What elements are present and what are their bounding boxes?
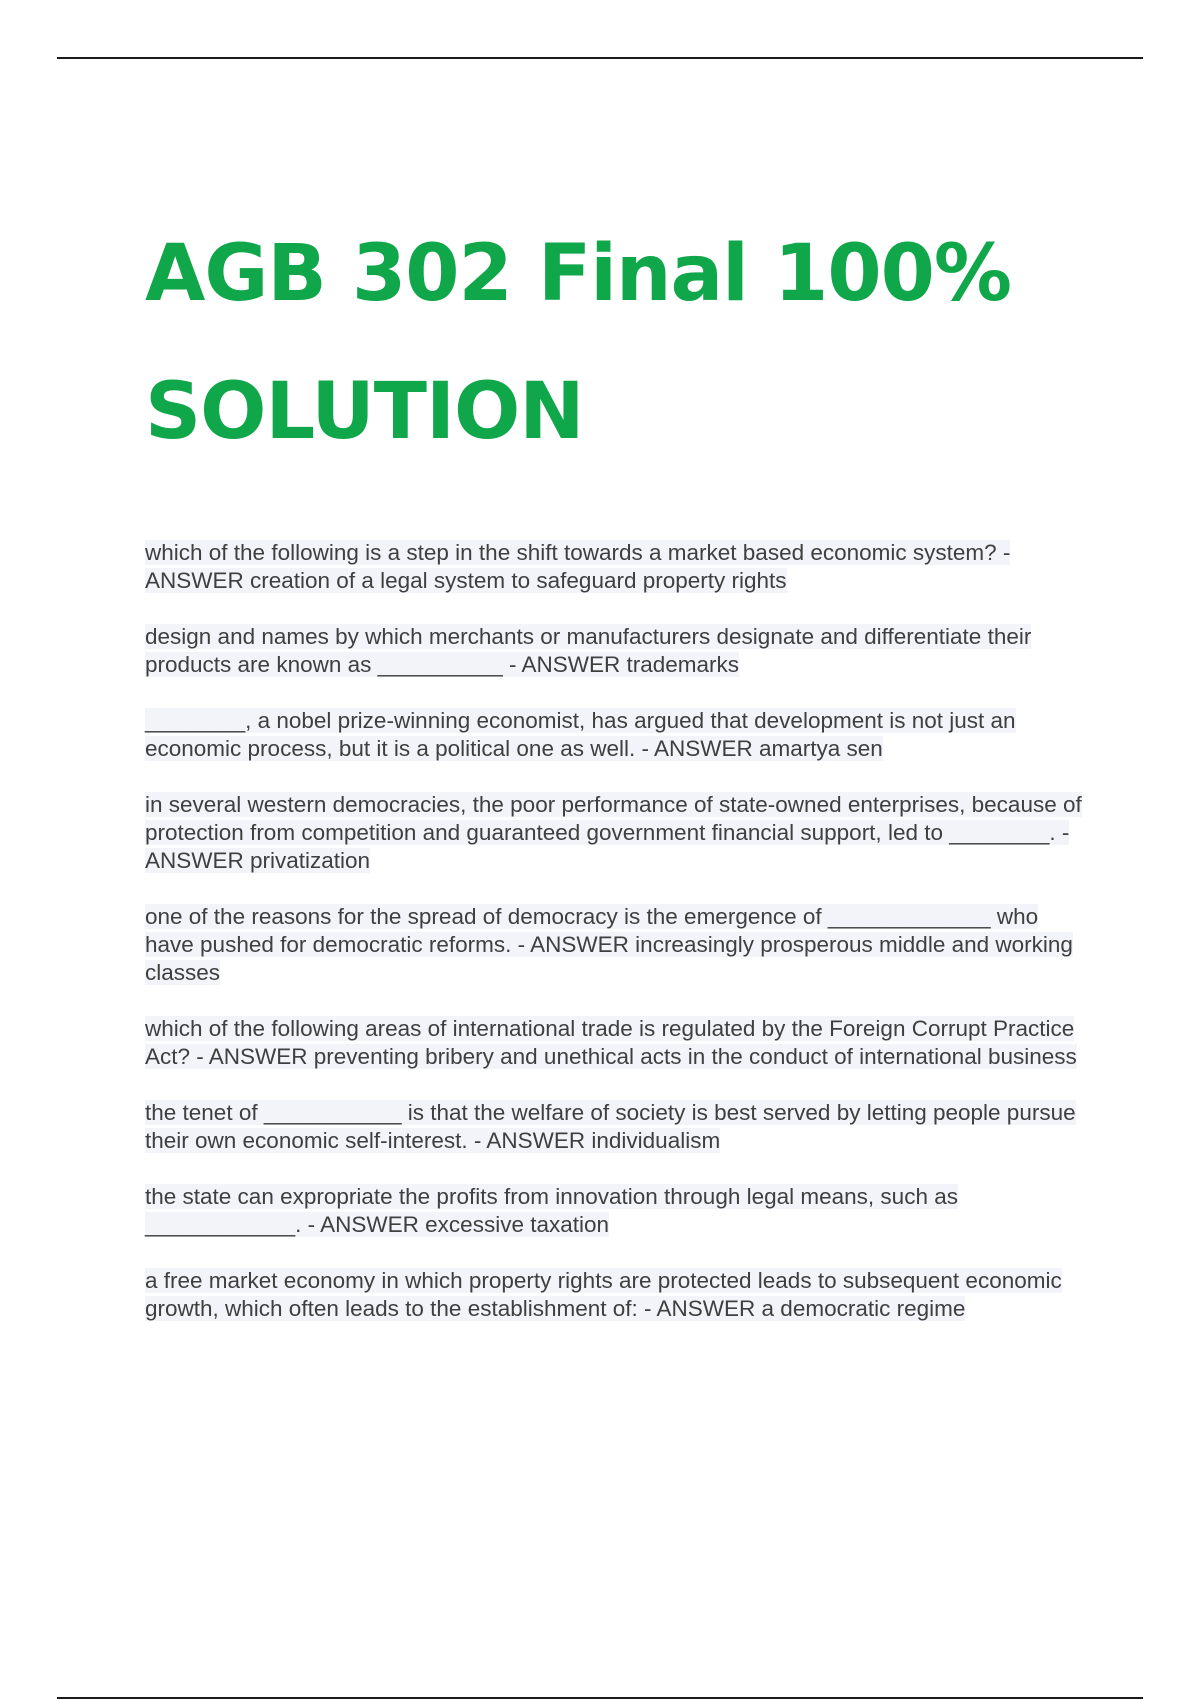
qa-item — [145, 1015, 1085, 1071]
qa-list — [145, 539, 1085, 1351]
bottom-rule — [57, 1697, 1143, 1699]
qa-text: the tenet of ___________ is that the welfare of society is best served by letting people pursue their own economic self-interest. - ANSWER individualism — [145, 1100, 1076, 1153]
qa-text: the state can expropriate the profits from innovation through legal means, such as ____________. - ANSWER excessive taxation — [145, 1184, 958, 1237]
document-title — [145, 205, 1105, 481]
qa-item — [145, 1183, 1085, 1239]
title-line-2: SOLUTION — [145, 367, 584, 457]
qa-text: which of the following is a step in the shift towards a market based economic system? - ANSWER creation of a legal system to safeguard property rights — [145, 540, 1011, 593]
qa-item — [145, 707, 1085, 763]
qa-item — [145, 791, 1085, 875]
top-rule — [57, 57, 1143, 59]
qa-item — [145, 1099, 1085, 1155]
qa-item — [145, 623, 1085, 679]
qa-item — [145, 903, 1085, 987]
qa-text: ________, a nobel prize-winning economist, has argued that development is not just an economic process, but it is a political one as well. - ANSWER amartya sen — [145, 708, 1016, 761]
qa-text: in several western democracies, the poor performance of state-owned enterprises, because of protection from competition and guaranteed government financial support, led to ________. - ANSWER privatization — [145, 792, 1082, 873]
qa-item — [145, 1267, 1085, 1323]
qa-text: which of the following areas of international trade is regulated by the Foreign Corrupt Practice Act? - ANSWER preventing bribery and unethical acts in the conduct of international business — [145, 1016, 1077, 1069]
qa-text: a free market economy in which property rights are protected leads to subsequent economic growth, which often leads to the establishment of: - ANSWER a democratic regime — [145, 1268, 1062, 1321]
qa-item — [145, 539, 1085, 595]
title-line-1: AGB 302 Final 100% — [145, 229, 1012, 319]
qa-text: one of the reasons for the spread of democracy is the emergence of _____________ who have pushed for democratic reforms. - ANSWER increasingly prosperous middle and working classes — [145, 904, 1073, 985]
qa-text: design and names by which merchants or manufacturers designate and differentiate their products are known as __________ - ANSWER trademarks — [145, 624, 1032, 677]
